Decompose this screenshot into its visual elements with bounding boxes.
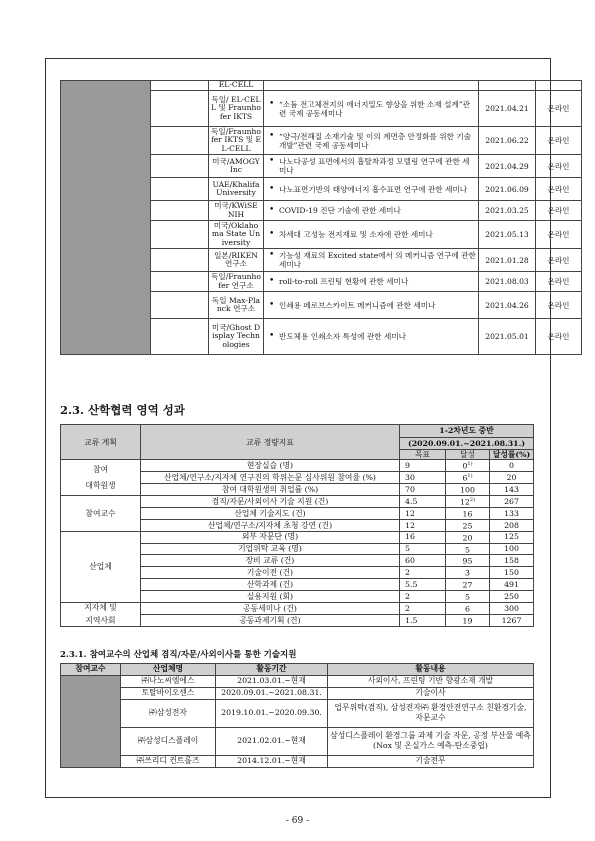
bullet-icon: •	[269, 183, 275, 194]
achieved-cell	[446, 472, 490, 484]
target-value: 2	[400, 591, 446, 603]
seminar-blank-cell	[151, 221, 209, 249]
seminar-content-cell	[264, 249, 479, 272]
seminar-mode: 온라인	[536, 221, 582, 249]
indicator: 공동세미나 (건)	[141, 602, 400, 614]
achieved-cell	[446, 507, 490, 519]
seminar-content: 반도체용 인쇄소자 특성에 관한 세미나	[279, 332, 407, 341]
achieved-cell	[446, 531, 490, 543]
seminar-bullet	[269, 100, 476, 118]
seminar-content-cell	[264, 272, 479, 292]
group-label-line2: 지역사회	[85, 616, 116, 626]
header-company: 산업체명	[121, 664, 216, 676]
achieved-value: 5	[465, 592, 470, 602]
rate-value: 20	[490, 472, 534, 484]
seminar-table	[60, 80, 582, 355]
seminar-row	[61, 81, 582, 91]
seminar-content-cell	[264, 221, 479, 249]
footnote-mark: 1)	[467, 473, 473, 480]
bullet-icon: •	[269, 250, 275, 260]
company-name: ㈜삼성전자	[121, 699, 216, 727]
seminar-date: 2021.08.03	[479, 272, 536, 292]
seminar-table-body	[61, 81, 582, 355]
rate-value: 158	[490, 555, 534, 567]
achieved-cell	[446, 591, 490, 603]
target-value: 12	[400, 519, 446, 531]
seminar-org: 미국/Ghost Display Technologies	[209, 319, 264, 355]
group-label-line2: 대학원생	[85, 480, 116, 490]
target-value: 9	[400, 460, 446, 472]
achieved-cell	[446, 543, 490, 555]
target-value: 5	[400, 543, 446, 555]
footnote-mark: 2)	[469, 496, 476, 503]
rate-value: 143	[490, 484, 534, 496]
seminar-content: 나노다공성 표면에서의 흡탈착과정 모델링 연구에 관한 세미나	[279, 157, 470, 175]
seminar-date	[479, 81, 536, 91]
indicator: 참여 대학원생의 취업률 (%)	[141, 484, 400, 496]
group-local	[61, 602, 141, 626]
seminar-content-cell	[264, 91, 479, 127]
bullet-icon: •	[269, 331, 275, 341]
rate-value: 0	[490, 460, 534, 472]
target-value: 5.5	[400, 579, 446, 591]
seminar-org: UAE/Khalifa University	[209, 178, 264, 201]
indicator: 겸직/자문/사외이사 기술 지원 (건)	[141, 495, 400, 507]
seminar-content-cell	[264, 319, 479, 355]
indicator: 기업위탁 교육 (명)	[141, 543, 400, 555]
indicator: 산업체/연구소/지자체 연구진의 학위논문 심사위원 참여율 (%)	[141, 472, 400, 484]
seminar-mode: 온라인	[536, 155, 582, 178]
professor-shaded-cell	[61, 675, 121, 767]
rate-value: 300	[490, 602, 534, 614]
bullet-icon: •	[269, 156, 275, 166]
seminar-mode: 온라인	[536, 319, 582, 355]
indicator: 실용지원 (회)	[141, 591, 400, 603]
activity-period: 2020.09.01.~2021.08.31.	[216, 687, 328, 699]
seminar-date: 2021.01.28	[479, 249, 536, 272]
seminar-date: 2021.06.09	[479, 178, 536, 201]
tech-support-row	[61, 755, 534, 767]
seminar-blank-cell	[151, 127, 209, 155]
target-value: 16	[400, 531, 446, 543]
seminar-mode: 온라인	[536, 249, 582, 272]
achieved-cell	[446, 567, 490, 579]
rate-value: 1267	[490, 614, 534, 626]
achieved-value: 3	[465, 568, 470, 578]
rate-value: 133	[490, 507, 534, 519]
rate-value: 250	[490, 591, 534, 603]
indicator: 장비 교류 (건)	[141, 555, 400, 567]
bullet-icon: •	[269, 299, 275, 310]
seminar-shaded-cell	[61, 81, 151, 355]
seminar-blank-cell	[151, 201, 209, 221]
footnote-mark: 1)	[467, 461, 473, 468]
target-value: 2	[400, 602, 446, 614]
rate-value: 208	[490, 519, 534, 531]
rate-value: 150	[490, 567, 534, 579]
seminar-content-cell	[264, 178, 479, 201]
seminar-blank-cell	[151, 319, 209, 355]
achieved-value: 6	[462, 473, 468, 483]
seminar-org: 미국/AMOGY Inc	[209, 155, 264, 178]
achieved-value: 16	[462, 509, 473, 519]
rate-value: 267	[490, 495, 534, 507]
performance-table	[60, 424, 534, 627]
company-name: 토탈바이오센스	[121, 687, 216, 699]
seminar-blank-cell	[151, 249, 209, 272]
activity-description: 기술전무	[328, 755, 534, 767]
seminar-content: 기능성 재료의 Excited state에서 의 메커니즘 연구에 관한 세미나	[279, 251, 476, 269]
header-activity: 활동내용	[328, 664, 534, 676]
seminar-bullet	[269, 206, 476, 215]
achieved-value: 95	[462, 557, 473, 567]
group-label-line1: 참여	[92, 465, 109, 475]
seminar-date: 2021.06.22	[479, 127, 536, 155]
seminar-bullet	[269, 301, 476, 310]
seminar-blank-cell	[151, 178, 209, 201]
tech-support-table-body	[61, 675, 534, 767]
seminar-content: COVID-19 진단 기술에 관한 세미나	[279, 206, 401, 215]
header-professor: 참여교수	[61, 664, 121, 676]
seminar-blank-cell	[151, 272, 209, 292]
indicator: 산업체 기술지도 (건)	[141, 507, 400, 519]
group-industry: 산업체	[61, 531, 141, 602]
activity-period: 2021.03.01.~현재	[216, 675, 328, 687]
header-indicator: 교류 정량지표	[141, 425, 400, 460]
section-heading-2-3: 2.3. 산학협력 영역 성과	[60, 403, 185, 417]
achieved-cell	[446, 519, 490, 531]
seminar-mode: 온라인	[536, 272, 582, 292]
seminar-blank-cell	[151, 292, 209, 319]
target-value: 30	[400, 472, 446, 484]
header-achieved: 달성	[446, 450, 490, 460]
activity-period: 2021.02.01.~현재	[216, 727, 328, 755]
header-period-line2: (2020.09.01.~2021.08.31.)	[400, 438, 534, 450]
tech-support-row	[61, 699, 534, 727]
seminar-bullet	[269, 185, 476, 194]
indicator: 산학과제 (건)	[141, 579, 400, 591]
seminar-mode: 온라인	[536, 178, 582, 201]
achieved-cell	[446, 614, 490, 626]
seminar-blank-cell	[151, 155, 209, 178]
seminar-bullet	[269, 251, 476, 269]
seminar-org: 독일 Max-Planck 연구소	[209, 292, 264, 319]
seminar-date: 2021.05.13	[479, 221, 536, 249]
achieved-cell	[446, 460, 490, 472]
seminar-mode	[536, 81, 582, 91]
seminar-blank-cell	[151, 81, 209, 91]
group-label-line1: 지자체 및	[84, 603, 117, 613]
seminar-date: 2021.04.21	[479, 91, 536, 127]
bullet-icon: •	[269, 205, 275, 215]
header-plan: 교류 계획	[61, 425, 141, 460]
achieved-value: 25	[462, 521, 473, 531]
activity-description: 삼성디스플레이 환경그룹 과제 기술 자문, 공정 부산물 예측 (Nox 및 온실가스 예측-탄소중립)	[328, 727, 534, 755]
achieved-cell	[446, 495, 490, 507]
achieved-cell	[446, 602, 490, 614]
seminar-org: EL-CELL	[209, 81, 264, 91]
seminar-org: 독일/ EL-CELL 및 Fraunhofer IKTS	[209, 91, 264, 127]
seminar-content-cell	[264, 81, 479, 91]
group-professor: 참여교수	[61, 495, 141, 531]
target-value: 70	[400, 484, 446, 496]
performance-row	[61, 531, 534, 543]
target-value: 4.5	[400, 495, 446, 507]
section-heading-2-3-1: 2.3.1. 참여교수의 산업체 겸직/자문/사외이사를 통한 기술지원	[60, 650, 297, 660]
target-value: 2	[400, 567, 446, 579]
page-number: - 69 -	[285, 816, 310, 826]
achieved-value: 6	[465, 604, 470, 614]
indicator: 공동과제기획 (건)	[141, 614, 400, 626]
seminar-bullet	[269, 132, 476, 150]
performance-table-body	[61, 460, 534, 626]
seminar-org: 미국/KWiSE NIH	[209, 201, 264, 221]
seminar-content: roll-to-roll 프린팅 현황에 관한 세미나	[279, 277, 409, 286]
performance-row	[61, 495, 534, 507]
seminar-bullet	[269, 230, 476, 239]
seminar-date: 2021.05.01	[479, 319, 536, 355]
indicator: 현장실습 (명)	[141, 460, 400, 472]
achieved-value: 0	[462, 461, 468, 471]
header-target: 목표	[400, 450, 446, 460]
seminar-bullet	[269, 277, 476, 286]
tech-support-row	[61, 687, 534, 699]
seminar-blank-cell	[151, 91, 209, 127]
seminar-org: 일본/RIKEN 연구소	[209, 249, 264, 272]
activity-period: 2019.10.01.~2020.09.30.	[216, 699, 328, 727]
target-value: 60	[400, 555, 446, 567]
group-student	[61, 460, 141, 496]
seminar-bullet	[269, 157, 476, 175]
performance-row	[61, 602, 534, 614]
company-name: ㈜삼성디스플레이	[121, 727, 216, 755]
tech-support-table	[60, 663, 534, 768]
activity-description: 사외이사, 프린팅 기반 향광소재 개발	[328, 675, 534, 687]
target-value: 1.5	[400, 614, 446, 626]
seminar-content-cell	[264, 155, 479, 178]
bullet-icon: •	[269, 276, 275, 286]
achieved-value: 12	[459, 497, 470, 507]
seminar-content: 나노표면기반의 태양에너지 흡수표면 연구에 관한 세미나	[279, 184, 468, 194]
seminar-content: “양극/전해질 소재기술 및 이의 계면층 안정화를 위한 기술개발”관련 국제 공동세미나	[279, 131, 472, 150]
activity-description: 기술이사	[328, 687, 534, 699]
indicator: 산업체/연구소/지자체 초청 강연 (건)	[141, 519, 400, 531]
indicator: 기술이전 (건)	[141, 567, 400, 579]
seminar-org: 미국/Oklahoma State University	[209, 221, 264, 249]
company-name: ㈜나노씨엠에스	[121, 675, 216, 687]
achieved-value: 100	[460, 485, 475, 495]
rate-value: 125	[490, 531, 534, 543]
tech-support-row	[61, 675, 534, 687]
tech-support-row	[61, 727, 534, 755]
seminar-org: 독일/Fraunhofer IKTS 및 EL-CELL	[209, 127, 264, 155]
rate-value: 491	[490, 579, 534, 591]
seminar-org: 독일/Fraunhofer 연구소	[209, 272, 264, 292]
company-name: ㈜쓰리디 컨트롤즈	[121, 755, 216, 767]
seminar-date: 2021.04.26	[479, 292, 536, 319]
bullet-icon: •	[269, 229, 275, 239]
seminar-date: 2021.03.25	[479, 201, 536, 221]
achieved-cell	[446, 579, 490, 591]
seminar-mode: 온라인	[536, 91, 582, 127]
bullet-icon: •	[269, 130, 275, 141]
activity-period: 2014.12.01.~현재	[216, 755, 328, 767]
achieved-cell	[446, 555, 490, 567]
seminar-mode: 온라인	[536, 201, 582, 221]
header-rate: 달성률(%)	[490, 450, 534, 460]
seminar-bullet	[269, 332, 476, 341]
achieved-value: 19	[462, 616, 473, 626]
indicator: 외부 자문단 (명)	[141, 531, 400, 543]
header-period-line1: 1-2차년도 중반	[400, 425, 534, 438]
seminar-content-cell	[264, 127, 479, 155]
bullet-icon: •	[269, 98, 275, 109]
rate-value: 100	[490, 543, 534, 555]
activity-description: 업무위탁(겸직), 삼성전자㈜ 환경안전연구소 친환경기술, 자문교수	[328, 699, 534, 727]
achieved-cell	[446, 484, 490, 496]
achieved-value: 20	[462, 533, 473, 543]
seminar-date: 2021.04.29	[479, 155, 536, 178]
header-period: 활동기간	[216, 664, 328, 676]
seminar-mode: 온라인	[536, 127, 582, 155]
achieved-value: 27	[462, 580, 473, 590]
performance-row	[61, 460, 534, 472]
seminar-content: 차세대 고성능 전지재료 및 소자에 관한 세미나	[279, 230, 433, 239]
target-value: 12	[400, 507, 446, 519]
seminar-content: “소듐 전고체전지의 에너지밀도 향상을 위한 소재 설계”관련 국제 공동세미나	[279, 99, 470, 118]
achieved-value: 5	[465, 545, 470, 555]
seminar-content: 인쇄용 페로브스카이트 메커니즘에 관한 세미나	[279, 300, 436, 310]
seminar-content-cell	[264, 292, 479, 319]
seminar-content-cell	[264, 201, 479, 221]
seminar-mode: 온라인	[536, 292, 582, 319]
